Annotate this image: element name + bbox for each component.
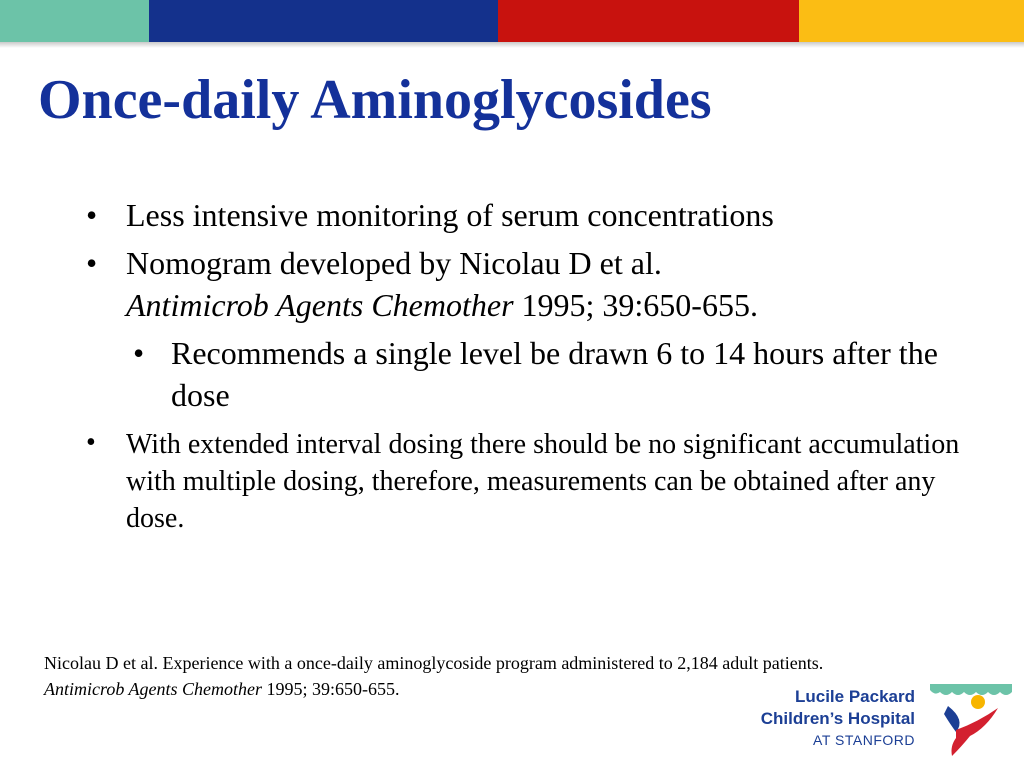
bar-segment-blue (149, 0, 498, 42)
bullet-text: With extended interval dosing there should be no significant accumulation with multiple dosing, therefore, measurements can be obtained after any dose. (126, 429, 960, 534)
footnote-text: Nicolau D et al. Experience with a once-daily aminoglycoside program administered to 2,184 adult patients. (44, 653, 824, 673)
bullet-glyph: • (133, 335, 145, 371)
logo-line-2: Children’s Hospital (760, 709, 915, 728)
bullet-list (86, 194, 986, 537)
top-color-bar (0, 0, 1024, 42)
logo-sun (971, 695, 985, 709)
bar-segment-red (498, 0, 799, 42)
logo-line-3: AT STANFORD (813, 732, 915, 748)
child-figure-icon (926, 680, 1016, 760)
hospital-logo-text (740, 686, 915, 750)
logo-figure-red (952, 708, 999, 756)
bullet-text: Less intensive monitoring of serum concentrations (126, 197, 774, 233)
logo-line-1: Lucile Packard (794, 687, 915, 706)
bullet-glyph: • (86, 197, 98, 233)
bullet-text: Nomogram developed by Nicolau D et al. (126, 245, 662, 281)
citation-ref: 1995; 39:650-655. (513, 287, 758, 323)
bullet-item-nomogram (86, 242, 986, 326)
bar-segment-teal (0, 0, 149, 42)
sub-bullet-item-level (133, 332, 986, 416)
slide-title: Once-daily Aminoglycosides (38, 69, 712, 131)
bullet-item-monitoring (86, 194, 986, 236)
top-bar-shadow (0, 42, 1024, 48)
bullet-text: Recommends a single level be drawn 6 to 14 hours after the dose (171, 335, 938, 413)
footnote-journal: Antimicrob Agents Chemother (44, 679, 262, 699)
bar-segment-yellow (799, 0, 1024, 42)
logo-sky-band (930, 684, 1012, 695)
journal-name: Antimicrob Agents Chemother (126, 287, 514, 323)
bullet-item-extended-interval (86, 426, 986, 537)
logo-figure-blue (944, 706, 960, 732)
bullet-glyph: • (86, 245, 98, 281)
footnote-ref: 1995; 39:650-655. (261, 679, 400, 699)
bullet-glyph: • (86, 427, 96, 458)
